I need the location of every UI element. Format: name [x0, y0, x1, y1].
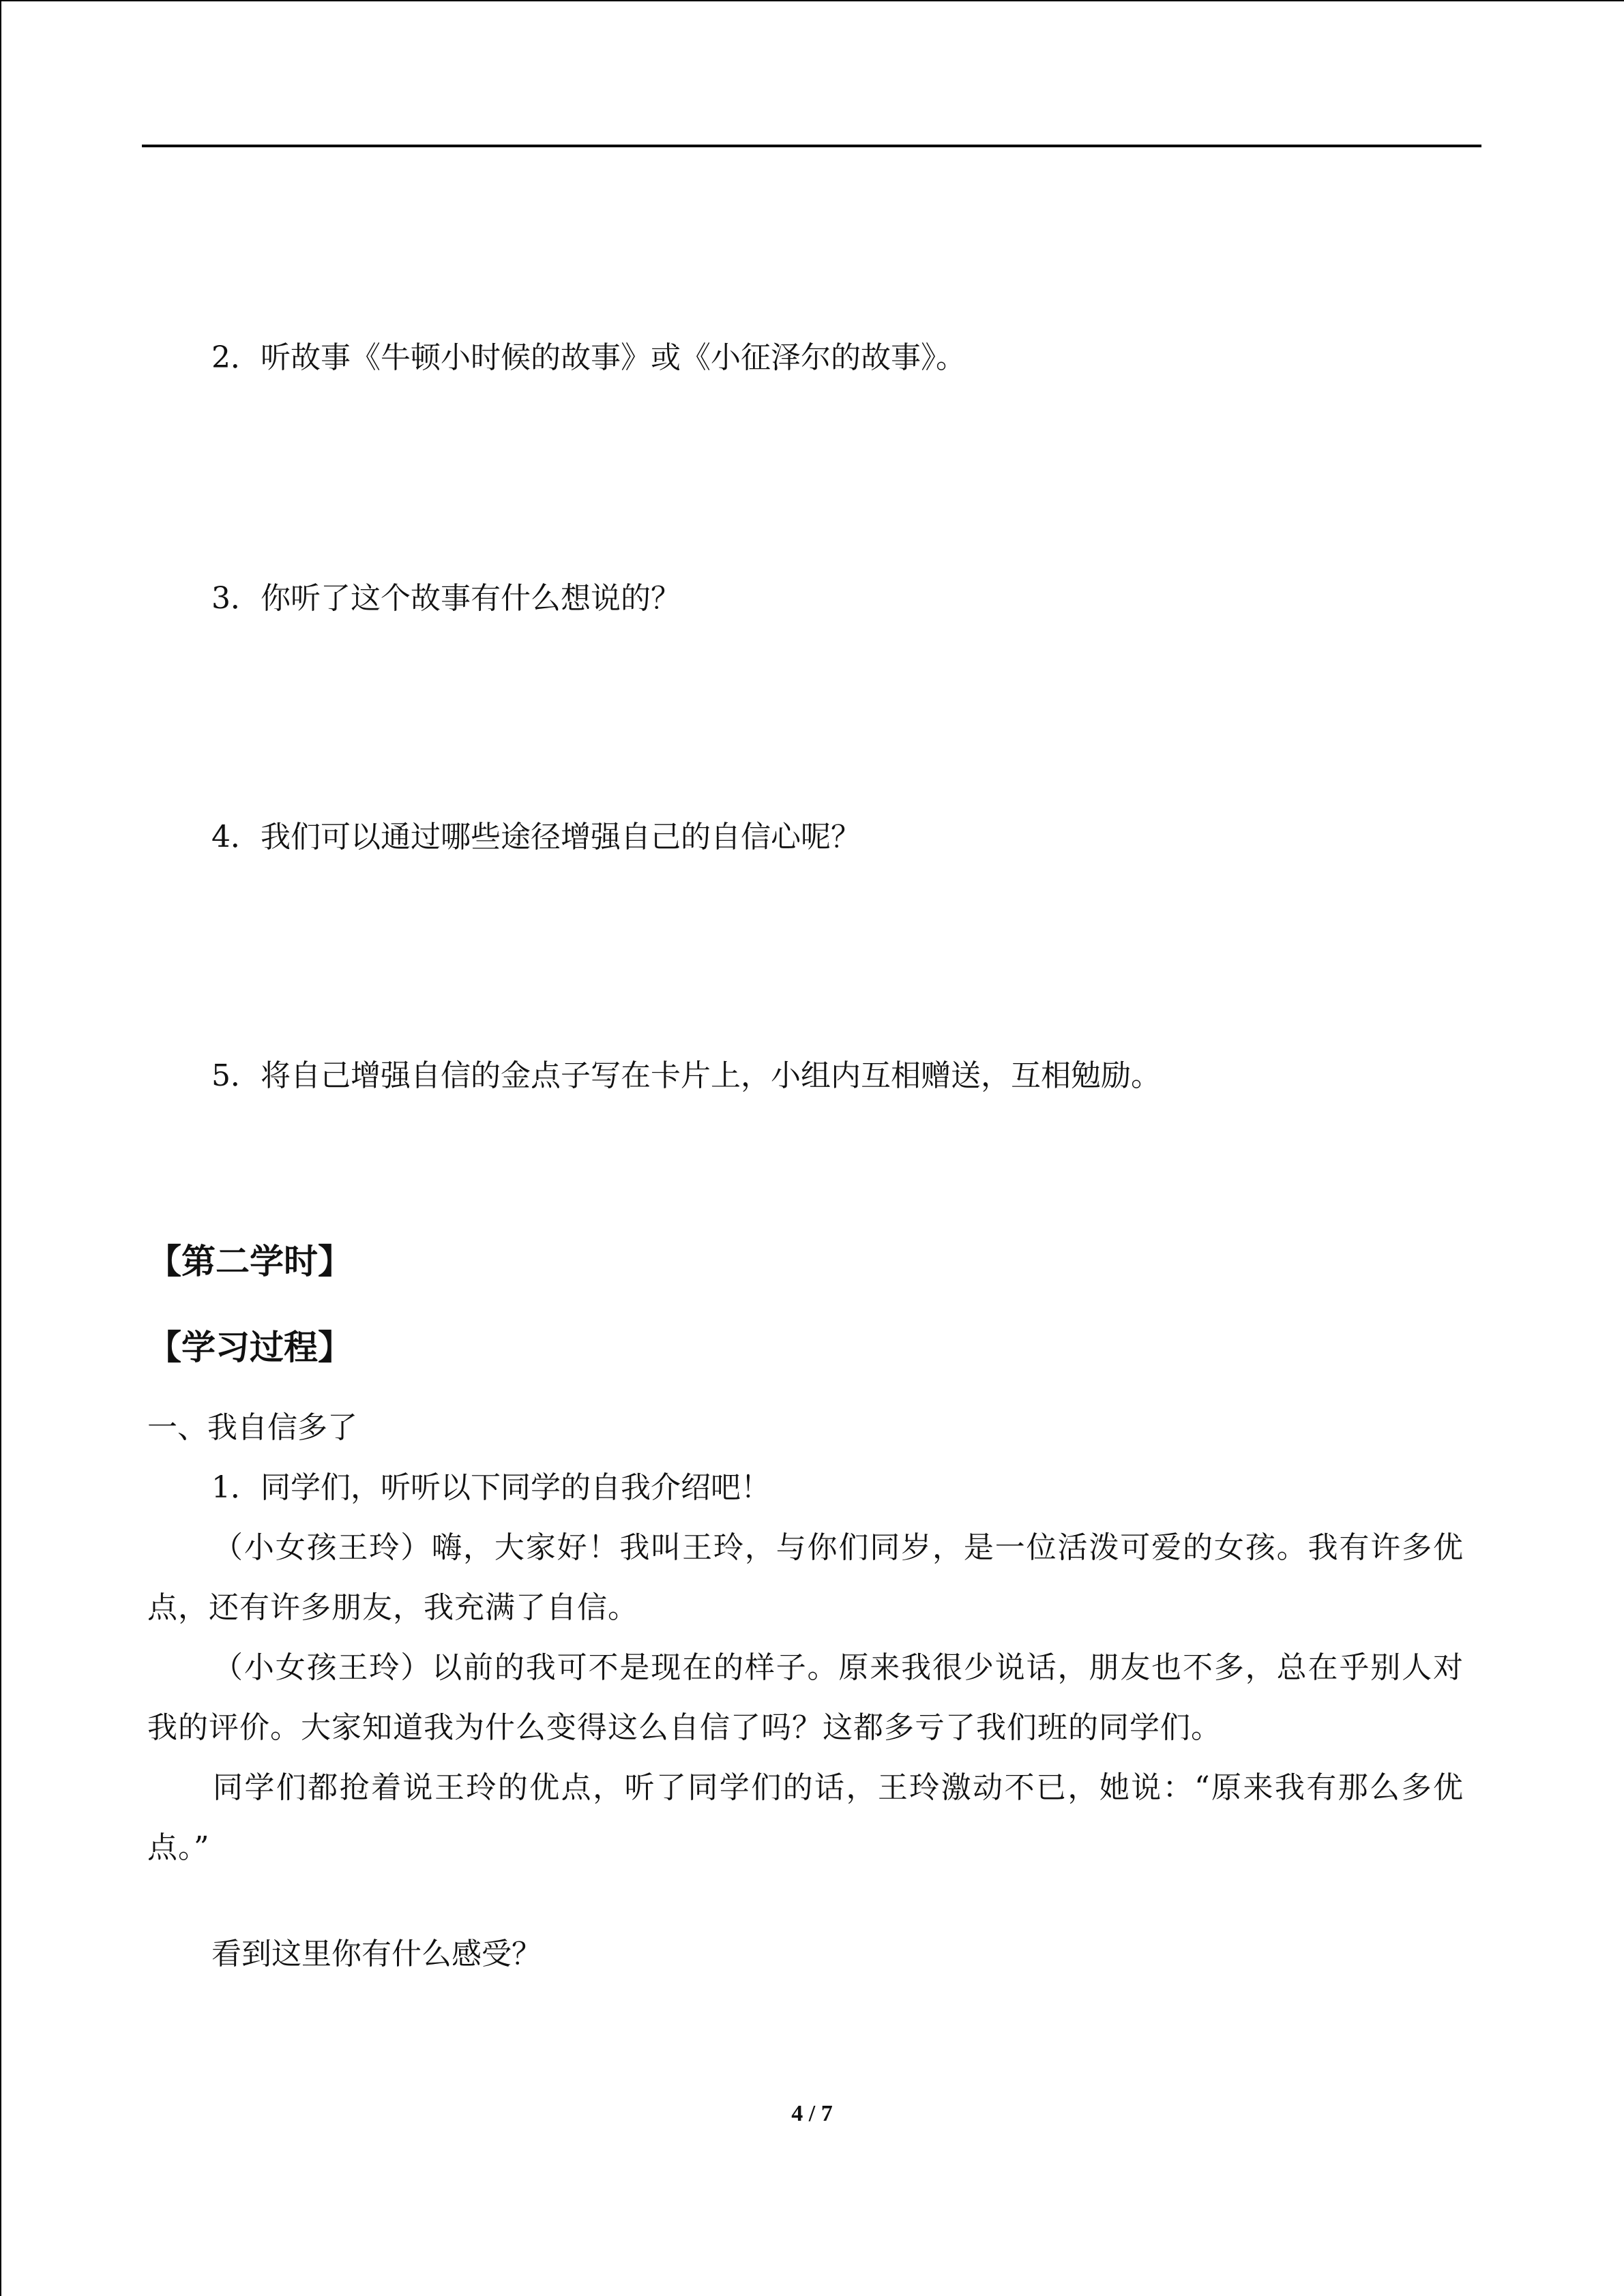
question-2: 2．听故事《牛顿小时候的故事》或《小征泽尔的故事》。 [211, 340, 966, 375]
question-5: 5．将自己增强自信的金点子写在卡片上，小组内互相赠送，互相勉励。 [211, 1058, 1161, 1093]
process-heading: 【学习过程】 [147, 1328, 352, 1367]
lesson-heading: 【第二学时】 [147, 1242, 352, 1281]
question-4: 4．我们可以通过哪些途径增强自己的自信心呢？ [211, 820, 861, 854]
question-3: 3．你听了这个故事有什么想说的？ [211, 581, 681, 616]
paragraph-3: 同学们都抢着说王玲的优点，听了同学们的话，王玲激动不已，她说：“原来我有那么多优点。” [147, 1770, 1464, 1865]
header-rule [142, 145, 1481, 147]
section-title: 一、我自信多了 [147, 1410, 357, 1445]
section-item-1: 1．同学们，听听以下同学的自我介绍吧！ [211, 1470, 771, 1505]
page-number: 4 / 7 [791, 2101, 833, 2126]
paragraph-1: （小女孩王玲）嗨，大家好！我叫王玲，与你们同岁，是一位活泼可爱的女孩。我有许多优点，还有许多朋友，我充满了自信。 [147, 1530, 1464, 1625]
reflection-prompt: 看到这里你有什么感受？ [211, 1937, 542, 1971]
paragraph-2: （小女孩王玲）以前的我可不是现在的样子。原来我很少说话，朋友也不多，总在乎别人对我的评价。大家知道我为什么变得这么自信了吗？这都多亏了我们班的同学们。 [147, 1650, 1464, 1745]
